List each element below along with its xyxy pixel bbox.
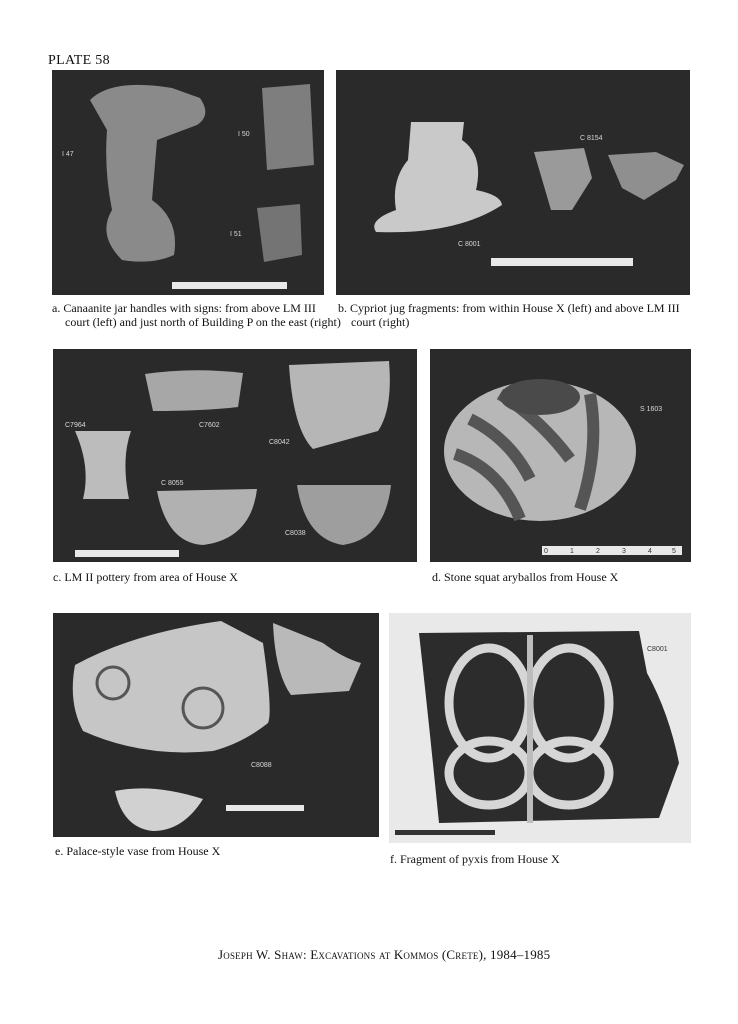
jug-c7964 [75,431,131,499]
label-c8042: C8042 [269,439,290,446]
scale-tick-1: 1 [570,548,574,555]
photo-a-image [52,70,324,295]
cypriot-jug-fragment-left [374,122,502,232]
photo-panel-c [53,349,417,562]
pyxis-divider-band [527,635,533,823]
scale-tick-5: 5 [672,548,676,555]
bowl-c8055 [157,489,257,545]
jar-handle-i50 [262,84,314,170]
scale-tick-4: 4 [648,548,652,555]
vase-fragment-base [115,788,203,831]
cup-c8042 [289,361,390,449]
photo-panel-b [336,70,690,295]
photo-c-image [53,349,417,562]
label-c8154: C 8154 [580,135,603,142]
cypriot-jug-fragment-right-1 [534,148,592,210]
photo-d-image [430,349,691,562]
vase-fragment-right [273,623,361,695]
label-c8088: C8088 [251,762,272,769]
photo-panel-f [389,613,691,843]
scale-tick-0: 0 [544,548,548,555]
scale-bar [542,546,682,555]
label-s1603: S 1603 [640,406,663,413]
vase-fragment-main [73,621,270,752]
caption-f: f. Fragment of pyxis from House X [390,852,560,866]
label-i51: I 51 [230,231,242,238]
label-c7964: C7964 [65,422,86,429]
photo-panel-d [430,349,691,562]
caption-c: c. LM II pottery from area of House X [53,570,238,584]
label-i50: I 50 [238,131,250,138]
photo-panel-e [53,613,379,837]
jar-handle-i51 [257,204,302,262]
scale-bar [226,805,304,811]
label-c8001: C 8001 [458,241,481,248]
bowl-c8038 [297,485,391,545]
jar-handle-i47 [90,85,205,262]
photo-e-image [53,613,379,837]
caption-b: b. Cypriot jug fragments: from within House X (left) and above LM III court (right) [338,301,680,329]
photo-b-image [336,70,690,295]
scale-bar [172,282,287,289]
aryballos-mouth [500,379,580,415]
plate-title: PLATE 58 [48,53,110,68]
photo-f-image [389,613,691,843]
label-i47: I 47 [62,151,74,158]
label-c8001: C8001 [647,646,668,653]
scale-tick-2: 2 [596,548,600,555]
photo-panel-a [52,70,324,295]
sherd-c7602 [145,370,243,411]
cypriot-jug-fragment-right-2 [608,152,684,200]
caption-d: d. Stone squat aryballos from House X [432,570,619,584]
label-c7602: C7602 [199,422,220,429]
scale-bar [395,830,495,835]
label-c8038: C8038 [285,530,306,537]
caption-e: e. Palace-style vase from House X [55,844,221,858]
label-c8055: C 8055 [161,480,184,487]
page-footer: Joseph W. Shaw: Excavations at Kommos (Crete), 1984–1985 [218,947,551,962]
caption-a: a. Canaanite jar handles with signs: from above LM III court (left) and just north of Building P on the east (right) [52,301,341,329]
scale-tick-3: 3 [622,548,626,555]
scale-bar [75,550,179,557]
scale-bar [491,258,633,266]
